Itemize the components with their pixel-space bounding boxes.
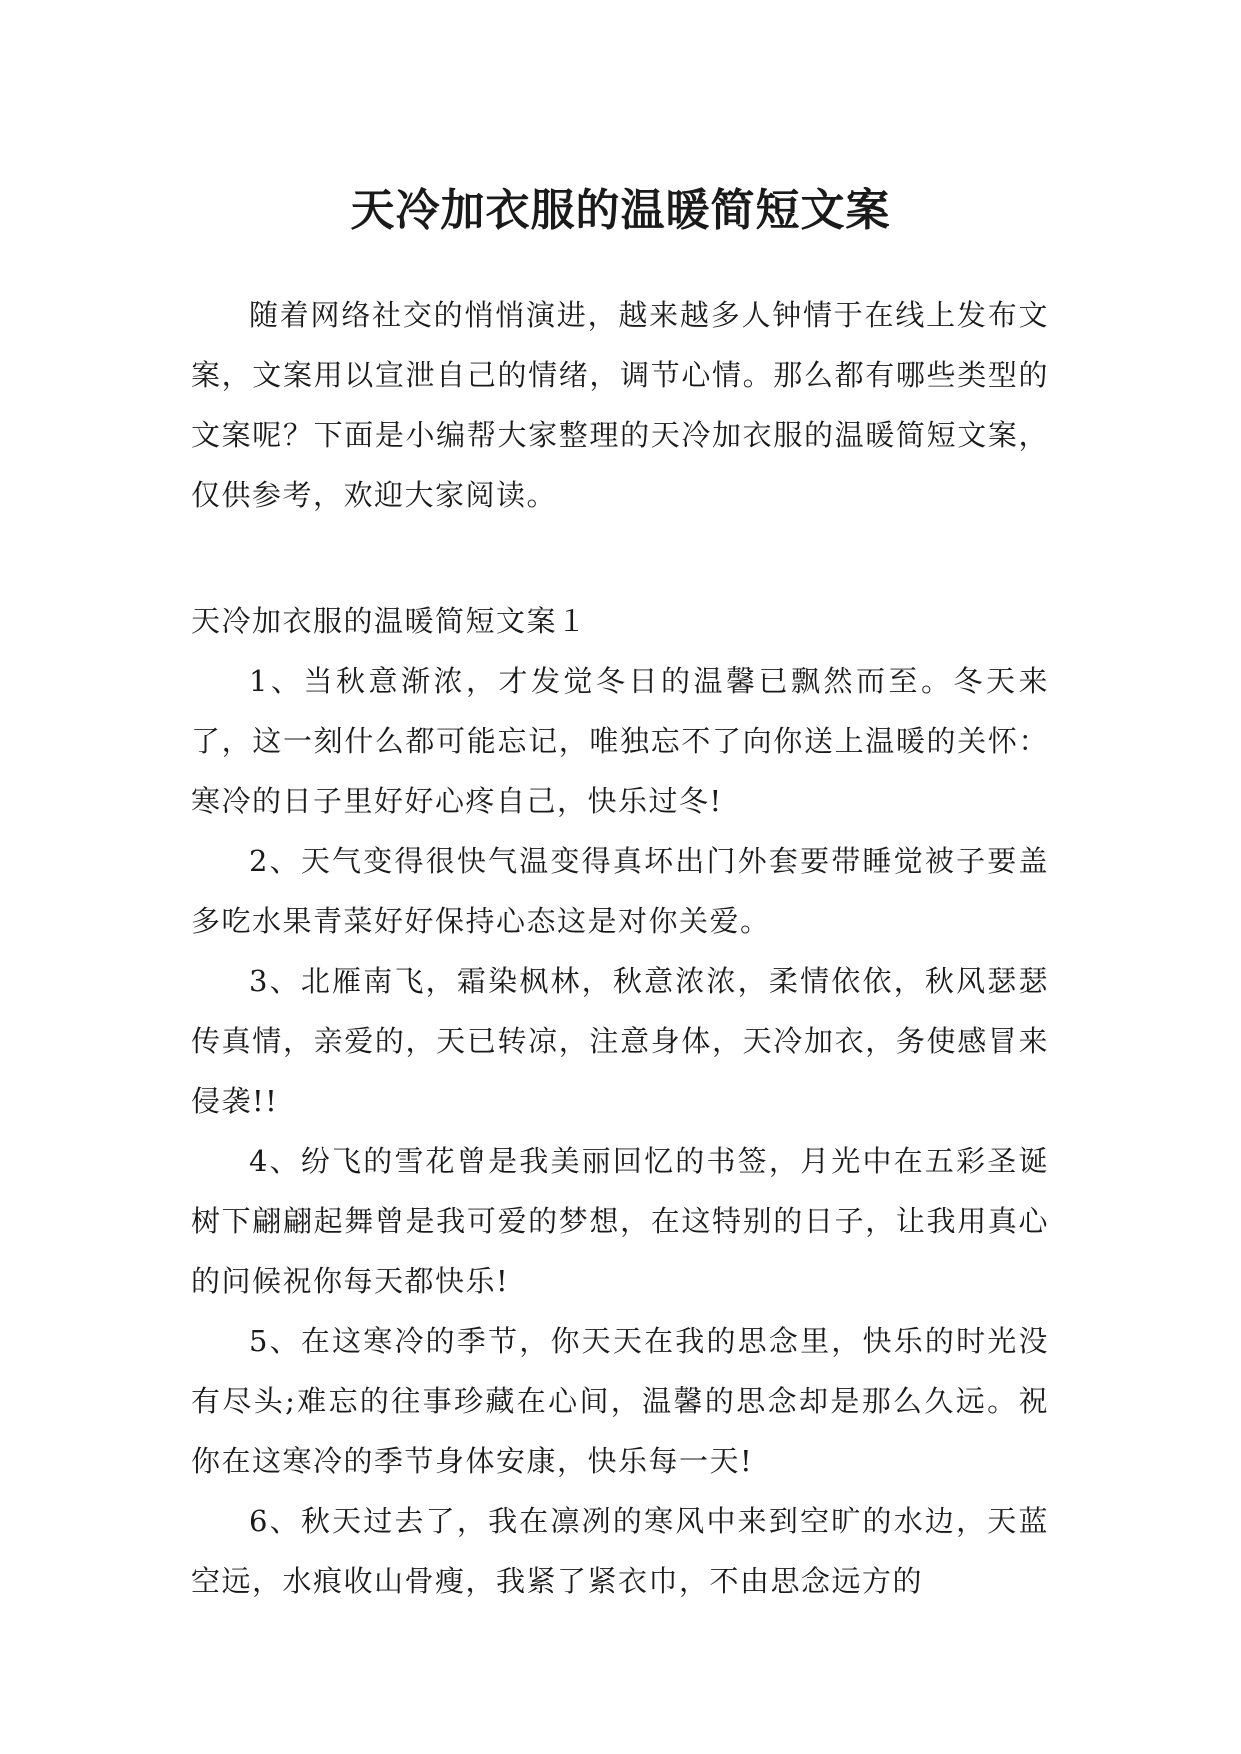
document-body — [191, 285, 1049, 1611]
intro-paragraph: 随着网络社交的悄悄演进，越来越多人钟情于在线上发布文案，文案用以宣泄自己的情绪，调节心情。那么都有哪些类型的文案呢？下面是小编帮大家整理的天冷加衣服的温暖简短文案，仅供参考，欢迎大家阅读。 — [191, 298, 1049, 512]
list-item: 3、北雁南飞，霜染枫林，秋意浓浓，柔情依依，秋风瑟瑟传真情，亲爱的，天已转凉，注意身体，天冷加衣，务使感冒来侵袭!! — [191, 964, 1049, 1118]
section-heading: 天冷加衣服的温暖简短文案１ — [191, 604, 588, 638]
list-item: 5、在这寒冷的季节，你天天在我的思念里，快乐的时光没有尽头;难忘的往事珍藏在心间，温馨的思念却是那么久远。祝你在这寒冷的季节身体安康，快乐每一天! — [191, 1324, 1049, 1478]
list-item: 1、当秋意渐浓，才发觉冬日的温馨已飘然而至。冬天来了，这一刻什么都可能忘记，唯独忘不了向你送上温暖的关怀：寒冷的日子里好好心疼自己，快乐过冬! — [191, 664, 1049, 818]
list-item: 2、天气变得很快气温变得真坏出门外套要带睡觉被子要盖多吃水果青菜好好保持心态这是对你关爱。 — [191, 844, 1049, 938]
list-item: 6、秋天过去了，我在凛冽的寒风中来到空旷的水边，天蓝空远，水痕收山骨瘦，我紧了紧衣巾，不由思念远方的 — [191, 1504, 1049, 1598]
list-item: 4、纷飞的雪花曾是我美丽回忆的书签，月光中在五彩圣诞树下翩翩起舞曾是我可爱的梦想，在这特别的日子，让我用真心的问候祝你每天都快乐! — [191, 1144, 1049, 1298]
document-title: 天冷加衣服的温暖简短文案 — [350, 185, 891, 237]
